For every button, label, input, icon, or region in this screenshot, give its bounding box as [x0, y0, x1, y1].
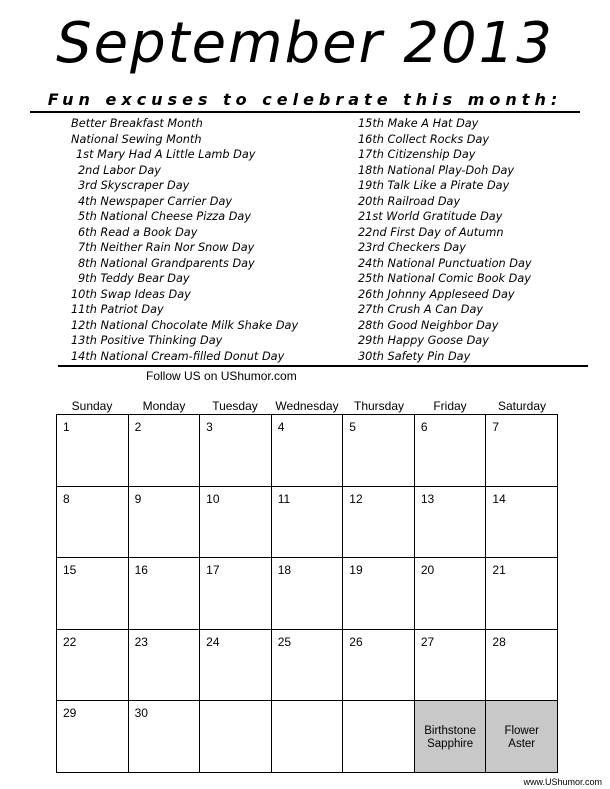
day-number: 20 — [420, 563, 435, 578]
day-number: 18 — [277, 563, 292, 578]
list-item: 28th Good Neighbor Day — [358, 318, 499, 332]
day-cell — [200, 630, 272, 702]
list-item: 21st World Gratitude Day — [358, 210, 503, 223]
list-item: 16th Collect Rocks Day — [358, 132, 490, 146]
day-number: 3 — [206, 420, 213, 434]
list-item: 13th Positive Thinking Day — [71, 334, 223, 347]
day-cell — [57, 701, 129, 773]
day-cell — [415, 487, 487, 559]
day-cell — [343, 630, 415, 702]
day-number: 22 — [63, 634, 77, 649]
list-item: 23rd Checkers Day — [358, 241, 466, 254]
list-item: 10th Swap Ideas Day — [71, 287, 191, 301]
list-item: 20th Railroad Day — [358, 194, 461, 208]
list-item: 3rd Skyscraper Day — [78, 179, 190, 192]
list-item: 18th National Play-Doh Day — [358, 163, 515, 177]
footer-url[interactable]: www.UShumor.com — [523, 777, 602, 787]
flower-label: Flower — [504, 725, 539, 738]
day-cell — [272, 558, 344, 630]
flower-value: Aster — [508, 738, 536, 751]
day-number: 19 — [349, 563, 363, 578]
day-cell — [486, 487, 558, 559]
list-item: 15th Make A Hat Day — [358, 117, 479, 130]
day-cell — [200, 487, 272, 559]
day-cell — [57, 415, 129, 487]
day-cell — [343, 487, 415, 559]
day-header-tuesday: Tuesday — [212, 399, 258, 413]
day-header-friday: Friday — [433, 399, 467, 413]
birthstone-label: Birthstone — [424, 725, 477, 738]
day-header-saturday: Saturday — [497, 399, 547, 413]
day-header-monday: Monday — [142, 399, 186, 413]
day-cell — [486, 415, 558, 487]
day-number: 9 — [134, 491, 142, 506]
day-number: 7 — [492, 420, 500, 434]
list-item: 29th Happy Goose Day — [358, 334, 489, 347]
excuses-list-right — [358, 116, 532, 364]
day-number: 2 — [134, 420, 142, 434]
day-number: 11 — [277, 491, 291, 506]
list-item: 30th Safety Pin Day — [358, 349, 471, 363]
list-item: 11th Patriot Day — [71, 303, 164, 316]
day-cell — [343, 558, 415, 630]
day-number: 4 — [277, 420, 285, 434]
calendar-grid — [56, 414, 558, 773]
day-number: 29 — [63, 706, 77, 721]
day-number: 25 — [277, 634, 292, 649]
list-item: 26th Johnny Appleseed Day — [358, 287, 515, 301]
day-cell — [57, 558, 129, 630]
day-cell — [343, 415, 415, 487]
list-item: 22nd First Day of Autumn — [358, 225, 504, 239]
day-cell — [200, 558, 272, 630]
day-cell — [129, 415, 201, 487]
day-cell — [486, 558, 558, 630]
day-cell — [272, 487, 344, 559]
empty-cell — [343, 701, 415, 773]
list-item: 24th National Punctuation Day — [358, 256, 532, 270]
day-cell — [129, 630, 201, 702]
day-cell — [415, 630, 487, 702]
day-number: 21 — [492, 563, 506, 578]
list-item: 17th Citizenship Day — [358, 148, 476, 161]
day-header-sunday: Sunday — [71, 399, 113, 413]
day-number: 28 — [492, 634, 506, 649]
day-cell — [415, 558, 487, 630]
day-number: 16 — [134, 563, 148, 578]
birthstone-info — [415, 725, 486, 751]
day-number: 6 — [420, 420, 428, 434]
list-item: National Sewing Month — [71, 132, 202, 146]
list-item: 27th Crush A Can Day — [358, 303, 484, 316]
page-title: September 2013 — [56, 11, 554, 76]
day-number: 14 — [492, 491, 506, 506]
day-number: 8 — [63, 491, 70, 506]
day-header-thursday: Thursday — [353, 399, 405, 413]
day-number: 26 — [349, 634, 363, 649]
list-item: 25th National Comic Book Day — [358, 272, 531, 285]
list-item: Better Breakfast Month — [71, 117, 203, 130]
day-cell — [129, 701, 201, 773]
list-item: 1st Mary Had A Little Lamb Day — [76, 148, 256, 161]
day-number: 5 — [349, 420, 356, 434]
list-item: 14th National Cream-filled Donut Day — [71, 349, 285, 363]
day-number: 12 — [349, 491, 363, 506]
empty-cell — [272, 701, 344, 773]
list-item: 9th Teddy Bear Day — [78, 272, 190, 285]
day-header-wednesday: Wednesday — [275, 399, 339, 413]
day-number: 1 — [63, 420, 70, 434]
day-cell — [57, 630, 129, 702]
list-item: 7th Neither Rain Nor Snow Day — [78, 241, 255, 254]
day-number: 30 — [134, 706, 148, 721]
list-item: 8th National Grandparents Day — [78, 256, 255, 270]
subtitle: Fun excuses to celebrate this month: — [30, 89, 580, 113]
list-item: 5th National Cheese Pizza Day — [78, 210, 252, 223]
list-item: 19th Talk Like a Pirate Day — [358, 179, 510, 192]
day-cell — [129, 487, 201, 559]
birthstone-value: Sapphire — [427, 738, 474, 751]
divider — [58, 365, 588, 367]
day-number: 13 — [420, 491, 435, 506]
birthstone-cell — [415, 701, 487, 773]
flower-cell — [486, 701, 558, 773]
day-cell — [486, 630, 558, 702]
day-number: 15 — [63, 563, 77, 578]
list-item: 2nd Labor Day — [78, 163, 161, 177]
excuses-list-left — [71, 116, 298, 364]
list-item: 12th National Chocolate Milk Shake Day — [71, 318, 299, 332]
day-number: 17 — [206, 563, 220, 578]
day-cell — [57, 487, 129, 559]
day-cell — [415, 415, 487, 487]
day-cell — [272, 415, 344, 487]
follow-link[interactable]: Follow US on UShumor.com — [146, 369, 297, 383]
day-number: 10 — [206, 491, 220, 506]
day-cell — [200, 415, 272, 487]
empty-cell — [200, 701, 272, 773]
list-item: 6th Read a Book Day — [78, 225, 198, 239]
day-cell — [272, 630, 344, 702]
day-cell — [129, 558, 201, 630]
list-item: 4th Newspaper Carrier Day — [78, 194, 233, 208]
day-number: 23 — [134, 634, 148, 649]
flower-info — [486, 725, 557, 751]
day-number: 27 — [420, 634, 435, 649]
day-number: 24 — [206, 634, 220, 649]
